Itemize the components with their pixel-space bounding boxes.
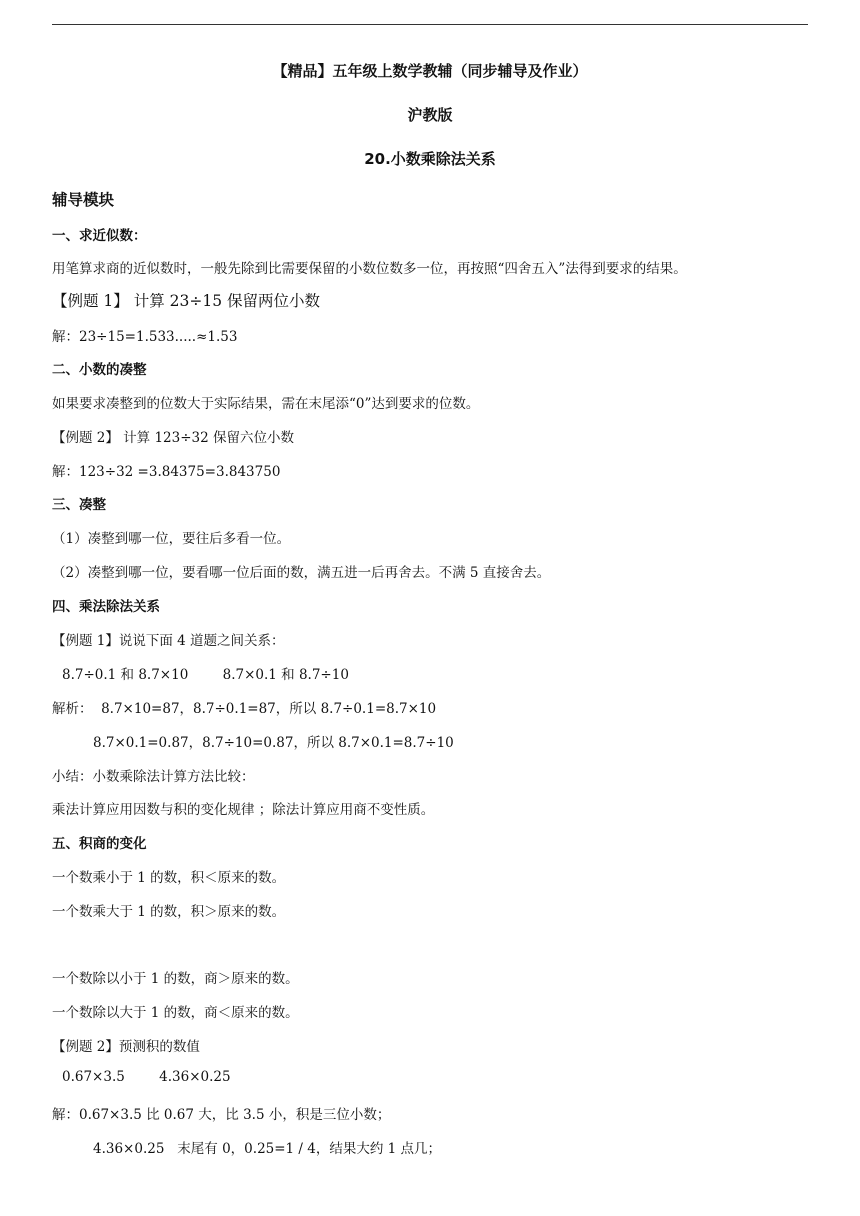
example-1-prompt: 【例题 1】 计算 23÷15 保留两位小数 bbox=[52, 292, 321, 310]
section-4-analysis-1: 解析： 8.7×10=87，8.7÷0.1=87，所以 8.7÷0.1=8.7×10 bbox=[52, 701, 437, 717]
section-4-analysis-2: 8.7×0.1=0.87，8.7÷10=0.87，所以 8.7×0.1=8.7÷10 bbox=[93, 735, 454, 751]
example-1-solution: 解：23÷15=1.533.....≈1.53 bbox=[52, 329, 238, 345]
example-2-solution: 解：123÷32 =3.84375=3.843750 bbox=[52, 464, 281, 480]
section-1-text: 用笔算求商的近似数时，一般先除到比需要保留的小数位数多一位，再按照“四舍五入”法得到要求的结果。 bbox=[52, 261, 687, 277]
section-5-line-2: 一个数乘大于 1 的数，积＞原来的数。 bbox=[52, 904, 286, 920]
section-5-solution-1: 解：0.67×3.5 比 0.67 大，比 3.5 小，积是三位小数； bbox=[52, 1107, 391, 1123]
header-rule bbox=[52, 24, 808, 25]
module-heading: 辅导模块 bbox=[52, 191, 115, 209]
section-4-heading: 四、乘法除法关系 bbox=[52, 599, 160, 615]
section-3-item-1: （1）凑整到哪一位，要往后多看一位。 bbox=[52, 531, 291, 547]
section-2-text: 如果要求凑整到的位数大于实际结果，需在末尾添“0”达到要求的位数。 bbox=[52, 396, 480, 412]
section-5-solution-2: 4.36×0.25 末尾有 0，0.25=1 / 4，结果大约 1 点几； bbox=[93, 1141, 442, 1157]
section-4-example: 【例题 1】说说下面 4 道题之间关系： bbox=[52, 633, 285, 649]
section-5-problems: 0.67×3.5 4.36×0.25 bbox=[62, 1069, 231, 1085]
section-4-problems: 8.7÷0.1 和 8.7×10 8.7×0.1 和 8.7÷10 bbox=[62, 667, 349, 683]
section-5-example: 【例题 2】预测积的数值 bbox=[52, 1039, 200, 1055]
section-4-rule: 乘法计算应用因数与积的变化规律 ；除法计算应用商不变性质。 bbox=[52, 802, 435, 818]
edition-label: 沪教版 bbox=[407, 106, 453, 124]
section-3-item-2: （2）凑整到哪一位，要看哪一位后面的数，满五进一后再舍去。不满 5 直接舍去。 bbox=[52, 565, 551, 581]
section-5-line-4: 一个数除以大于 1 的数，商＜原来的数。 bbox=[52, 1005, 299, 1021]
lesson-title: 20.小数乘除法关系 bbox=[364, 150, 496, 168]
example-2-prompt: 【例题 2】 计算 123÷32 保留六位小数 bbox=[52, 430, 295, 446]
section-5-line-1: 一个数乘小于 1 的数，积＜原来的数。 bbox=[52, 870, 286, 886]
section-2-heading: 二、小数的凑整 bbox=[52, 362, 147, 378]
section-4-summary: 小结：小数乘除法计算方法比较： bbox=[52, 769, 255, 785]
section-1-heading: 一、求近似数： bbox=[52, 228, 147, 244]
section-5-line-3: 一个数除以小于 1 的数，商＞原来的数。 bbox=[52, 971, 299, 987]
section-3-heading: 三、凑整 bbox=[52, 497, 106, 513]
section-5-heading: 五、积商的变化 bbox=[52, 836, 147, 852]
document-title: 【精品】五年级上数学教辅（同步辅导及作业） bbox=[272, 62, 588, 80]
